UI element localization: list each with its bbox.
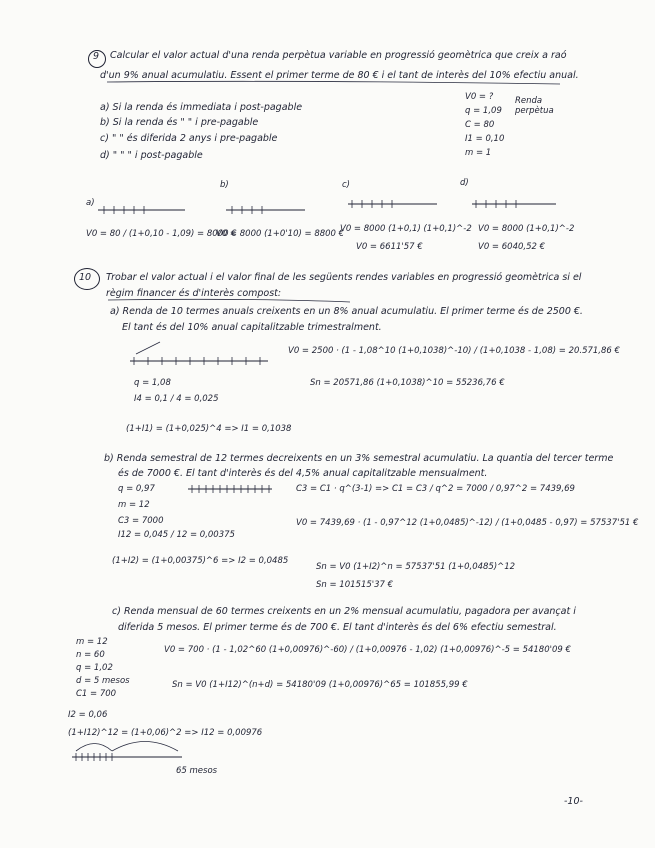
- p10b-sn2: Sn = 101515'37 €: [316, 580, 394, 590]
- p10a-sn: Sn = 20571,86 (1+0,1038)^10 = 55236,76 €: [310, 378, 505, 388]
- p9-result-c2: V0 = 6611'57 €: [356, 242, 423, 252]
- p10b-c1: C3 = C1 · q^(3-1) => C1 = C3 / q^2 = 7000 / 0,97^2 = 7439,69: [296, 484, 575, 494]
- problem-10-statement-2: règim financer és d'interès compost:: [106, 288, 282, 299]
- p10a-statement-2: El tant és del 10% anual capitalitzable trimestralment.: [122, 322, 382, 333]
- p10b-statement-2: és de 7000 €. El tant d'interès és del 4,5% anual capitalitzable mensualment.: [118, 468, 488, 479]
- p10c-data-5: I2 = 0,06: [68, 710, 108, 720]
- p9-data-2: C = 80: [465, 120, 495, 130]
- p10b-statement-1: b) Renda semestral de 12 termes decreixents en un 3% semestral acumulatiu. La quantia del tercer terme: [104, 453, 614, 464]
- p9-data-3: I1 = 0,10: [465, 134, 505, 144]
- p9-note: Renda perpètua: [515, 96, 554, 116]
- p9-diagram-d-label: d): [460, 178, 469, 188]
- p9-data-4: m = 1: [465, 148, 492, 158]
- p9-diagram-c-label: c): [342, 180, 350, 190]
- p10b-data-1: m = 12: [118, 500, 150, 510]
- p10c-v0: V0 = 700 · (1 - 1,02^60 (1+0,00976)^-60) / (1+0,00976 - 1,02) (1+0,00976)^-5 = 54180'09 €: [164, 645, 571, 655]
- p10c-data-1: n = 60: [76, 650, 105, 660]
- p9-case-c: c) " " és diferida 2 anys i pre-pagable: [100, 133, 278, 144]
- p9-data-0: V0 = ?: [465, 92, 494, 102]
- p10b-sn1: Sn = V0 (1+I2)^n = 57537'51 (1+0,0485)^12: [316, 562, 516, 572]
- p10c-data-2: q = 1,02: [76, 663, 113, 673]
- p9-result-a: V0 = 80 / (1+0,10 - 1,09) = 8000 €: [86, 229, 237, 239]
- problem-9-statement-1: Calcular el valor actual d'una renda perpètua variable en progressió geomètrica que creix a raó: [110, 50, 567, 61]
- p9-data-1: q = 1,09: [465, 106, 502, 116]
- p10b-data-2: C3 = 7000: [118, 516, 164, 526]
- p10c-statement-2: diferida 5 mesos. El primer terme és de 700 €. El tant d'interès és del 6% efectiu semestral.: [118, 622, 557, 633]
- p10b-data-4: (1+I2) = (1+0,00375)^6 => I2 = 0,0485: [112, 556, 289, 566]
- p10a-statement-1: a) Renda de 10 termes anuals creixents en un 8% anual acumulatiu. El primer terme és de 2500 €.: [110, 306, 583, 317]
- p9-diagram-b-label: b): [220, 180, 229, 190]
- p10c-timeline-label: 65 mesos: [176, 766, 218, 776]
- p10c-data-3: d = 5 mesos: [76, 676, 130, 686]
- p9-result-c1: V0 = 8000 (1+0,1) (1+0,1)^-2: [340, 224, 472, 234]
- problem-9-number: 9: [93, 51, 100, 62]
- p10b-v0: V0 = 7439,69 · (1 - 0,97^12 (1+0,0485)^-12) / (1+0,0485 - 0,97) = 57537'51 €: [296, 518, 639, 528]
- p9-diagram-a-label: a): [86, 198, 95, 208]
- p10a-data-0: q = 1,08: [134, 378, 171, 388]
- p9-result-d2: V0 = 6040,52 €: [478, 242, 546, 252]
- p10b-data-3: I12 = 0,045 / 12 = 0,00375: [118, 530, 235, 540]
- page-number: -10-: [564, 796, 583, 807]
- p10c-statement-1: c) Renda mensual de 60 termes creixents en un 2% mensual acumulatiu, pagadora per avançat i: [112, 606, 576, 617]
- p9-case-a: a) Si la renda és immediata i post-pagable: [100, 102, 303, 113]
- p10a-data-2: (1+I1) = (1+0,025)^4 => I1 = 0,1038: [126, 424, 292, 434]
- p9-case-b: b) Si la renda és " " i pre-pagable: [100, 117, 259, 128]
- p10c-data-6: (1+I12)^12 = (1+0,06)^2 => I12 = 0,00976: [68, 728, 263, 738]
- problem-10-number: 10: [79, 272, 92, 283]
- problem-10-statement-1: Trobar el valor actual i el valor final de les següents rendes variables en progressió geomètrica si el: [106, 272, 582, 283]
- problem-9-statement-2: d'un 9% anual acumulatiu. Essent el primer terme de 80 € i el tant de interès del 10% efectiu anual.: [100, 70, 579, 81]
- p9-case-d: d) " " " i post-pagable: [100, 150, 203, 161]
- p10b-data-0: q = 0,97: [118, 484, 155, 494]
- p10a-data-1: I4 = 0,1 / 4 = 0,025: [134, 394, 219, 404]
- p10c-sn: Sn = V0 (1+I12)^(n+d) = 54180'09 (1+0,00976)^65 = 101855,99 €: [172, 680, 468, 690]
- p9-result-b: V0 = 8000 (1+0'10) = 8800 €: [216, 229, 345, 239]
- p10c-data-4: C1 = 700: [76, 689, 117, 699]
- p10a-v0: V0 = 2500 · (1 - 1,08^10 (1+0,1038)^-10) / (1+0,1038 - 1,08) = 20.571,86 €: [288, 346, 620, 356]
- p9-result-d1: V0 = 8000 (1+0,1)^-2: [478, 224, 575, 234]
- p10c-data-0: m = 12: [76, 637, 108, 647]
